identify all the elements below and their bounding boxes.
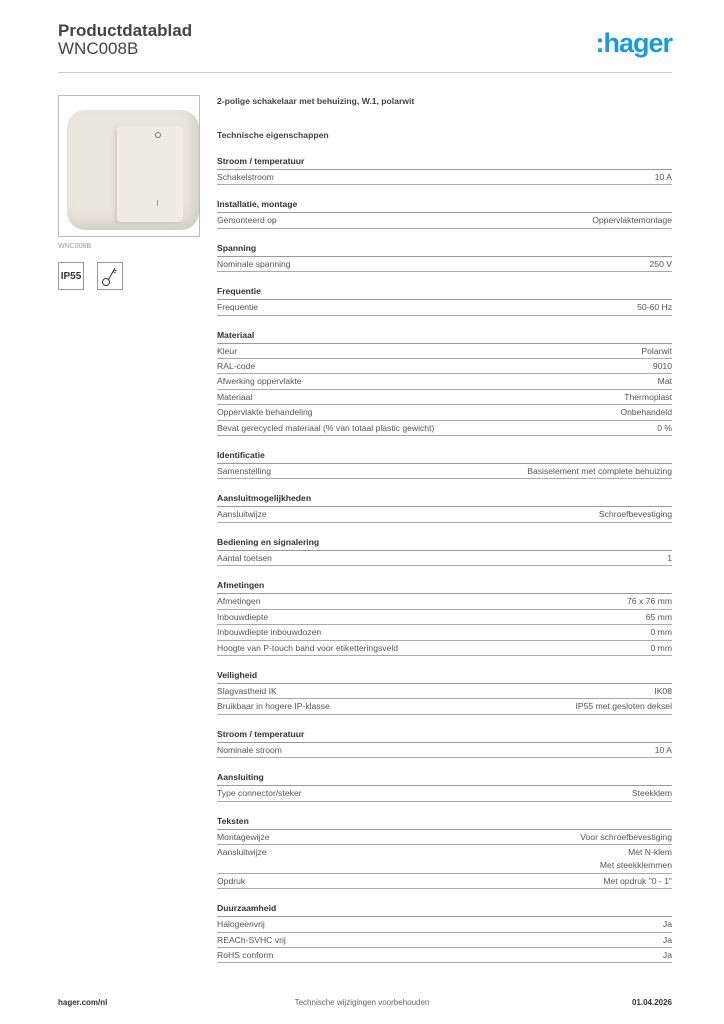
spec-label: Type connector/steker [217, 788, 302, 799]
spec-value: 250 V [649, 258, 672, 269]
header-divider [58, 72, 672, 73]
spec-row [217, 594, 672, 609]
spec-label: Oppervlakte behandeling [217, 407, 313, 418]
spec-row [217, 699, 672, 714]
spec-value: 10 A [654, 744, 672, 755]
spec-section [217, 493, 672, 522]
spec-value: 76 x 76 mm [627, 596, 672, 607]
product-image [58, 95, 200, 237]
spec-row [217, 743, 672, 758]
spec-label: Samenstelling [217, 466, 271, 477]
spec-row [217, 464, 672, 479]
spec-label: Nominale stroom [217, 744, 282, 755]
spec-row [217, 390, 672, 405]
spec-row [217, 845, 672, 874]
spec-value: 0 % [657, 422, 672, 433]
spec-section [217, 772, 672, 801]
spec-label: Materiaal [217, 391, 253, 402]
spec-sections [217, 156, 672, 963]
spec-value: Polarwit [641, 345, 672, 356]
section-heading: Frequentie [217, 286, 672, 300]
tech-title: Technische eigenschappen [217, 130, 329, 140]
ip55-badge: IP55 [58, 262, 84, 290]
footer-website-link[interactable]: hager.com/nl [58, 998, 108, 1007]
spec-value: 1 [667, 552, 672, 563]
spec-value: Schroefbevestiging [598, 509, 672, 520]
spec-label: Gemonteerd op [217, 215, 277, 226]
spec-value: Onbehandeld [620, 407, 672, 418]
spec-label: Opdruk [217, 875, 246, 886]
hager-logo: :hager [595, 28, 672, 58]
spec-row [217, 359, 672, 374]
spec-label: Afwerking oppervlakte [217, 376, 302, 387]
spec-value: Ja [662, 949, 672, 960]
spec-value: IP55 met gesloten deksel [575, 701, 672, 712]
spec-row [217, 405, 672, 420]
spec-section [217, 537, 672, 566]
spec-section [217, 156, 672, 185]
spec-value: 50-60 Hz [637, 302, 672, 313]
spec-value: Basiselement met complete behuizing [527, 466, 672, 477]
spec-row [217, 830, 672, 845]
spec-value: 65 mm [645, 611, 672, 622]
spec-label: Aansluitwijze [217, 846, 267, 857]
spec-value: Met opdruk "0 - 1" [603, 875, 672, 886]
spec-row [217, 948, 672, 963]
footer-notice: Technische wijzigingen voorbehouden [294, 998, 430, 1007]
spec-value: IK08 [654, 685, 672, 696]
spec-label: Schakelstroom [217, 172, 274, 182]
spec-row [217, 684, 672, 699]
spec-section [217, 816, 672, 890]
spec-row [217, 300, 672, 315]
spec-label: Halogeenvrij [217, 919, 265, 930]
image-caption: WNC008B [58, 243, 92, 250]
spec-value: 0 mm [650, 642, 672, 653]
spec-section [217, 903, 672, 963]
section-heading: Veiligheid [217, 670, 672, 684]
spec-section [217, 199, 672, 228]
spec-value: 9010 [652, 361, 672, 372]
footer-date: 01.04.2026 [631, 998, 672, 1007]
spec-row [217, 625, 672, 640]
spec-row [217, 610, 672, 625]
switch-on-mark [157, 200, 158, 206]
spec-section [217, 450, 672, 479]
spec-value: Oppervlaktemontage [592, 215, 672, 226]
section-heading: Materiaal [217, 330, 672, 344]
section-heading: Teksten [217, 816, 672, 830]
spec-label: Montagewijze [217, 831, 270, 842]
spec-label: Inbouwdiepte [217, 611, 269, 622]
spec-label: Afmetingen [217, 596, 261, 607]
spec-row [217, 507, 672, 522]
spec-row [217, 257, 672, 272]
spec-value: Met N-klem Met steekklemmen [599, 846, 672, 871]
key-icon [97, 262, 123, 290]
spec-value: Voor schroefbevestiging [580, 831, 672, 842]
spec-row [217, 551, 672, 566]
spec-section [217, 330, 672, 436]
spec-section [217, 286, 672, 315]
spec-row [217, 421, 672, 436]
spec-row [217, 344, 672, 359]
section-heading: Identificatie [217, 450, 672, 464]
spec-label: Frequentie [217, 302, 259, 313]
spec-row [217, 213, 672, 228]
spec-section [217, 580, 672, 656]
spec-row [217, 786, 672, 801]
spec-value: Ja [662, 919, 672, 930]
section-heading: Bediening en signalering [217, 537, 672, 551]
spec-label: RAL-code [217, 361, 256, 372]
page-title: Productdatablad [58, 21, 193, 40]
spec-section [217, 670, 672, 715]
section-heading: Installatie, montage [217, 199, 672, 213]
section-heading: Stroom / temperatuur [217, 729, 672, 743]
spec-value: 0 mm [650, 627, 672, 638]
switch-rocker [117, 126, 183, 222]
spec-value: Mat [657, 376, 672, 387]
spec-label: Aantal toetsen [217, 552, 272, 563]
switch-off-mark [155, 132, 161, 138]
spec-section [217, 729, 672, 758]
spec-value: 10 A [654, 172, 672, 182]
spec-label: Bevat gerecycled materiaal (% van totaal plastic gewicht) [217, 422, 435, 433]
section-heading: Spanning [217, 243, 672, 257]
spec-label: Nominale spanning [217, 258, 291, 269]
spec-row [217, 374, 672, 389]
spec-row [217, 874, 672, 889]
spec-row [217, 917, 672, 932]
spec-row [217, 641, 672, 656]
spec-label: Slagvastheid IK [217, 685, 277, 696]
section-heading: Duurzaamheid [217, 903, 672, 917]
spec-label: RoHS conform [217, 949, 274, 960]
spec-value: Thermoplast [624, 391, 672, 402]
spec-value: Ja [662, 934, 672, 945]
section-heading: Afmetingen [217, 580, 672, 594]
product-code: WNC008B [58, 39, 139, 58]
spec-column [217, 96, 672, 963]
spec-label: Bruikbaar in hogere IP-klasse [217, 701, 330, 712]
section-heading: Stroom / temperatuur [217, 156, 672, 170]
spec-label: Inbouwdiepte inbouwdozen [217, 627, 322, 638]
spec-row [217, 170, 672, 185]
spec-label: Kleur [217, 345, 238, 356]
spec-row [217, 933, 672, 948]
spec-section [217, 243, 672, 272]
product-description: 2-polige schakelaar met behuizing, W.1, polarwit [217, 96, 415, 106]
spec-label: Aansluitwijze [217, 509, 267, 520]
section-heading: Aansluiting [217, 772, 672, 786]
spec-value: Steekklem [631, 788, 672, 799]
section-heading: Aansluitmogelijkheden [217, 493, 672, 507]
spec-label: Hoogte van P-touch band voor etiketteringsveld [217, 642, 399, 653]
spec-label: REACh-SVHC vrij [217, 934, 286, 945]
